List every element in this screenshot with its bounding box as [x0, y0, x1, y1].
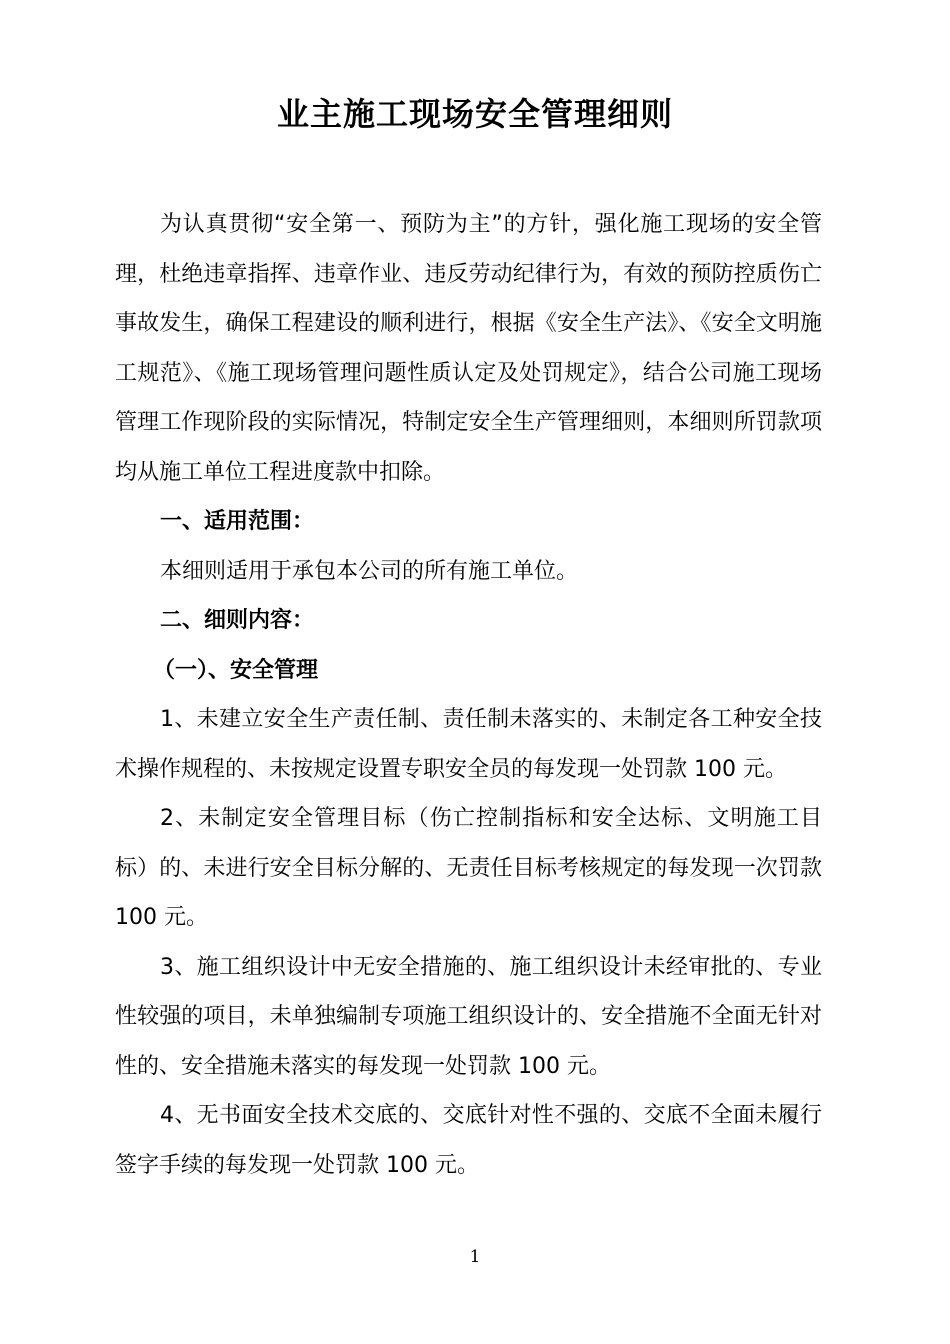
document-body [115, 200, 822, 1190]
section-heading-scope: 一、适用范围： [160, 509, 315, 534]
scope-paragraph: 本细则适用于承包本公司的所有施工单位。 [160, 558, 579, 584]
rule-item-1: 1、未建立安全生产责任制、责任制未落实的、未制定各工种安全技术操作规程的、未按规定设置专职安全员的每发现一处罚款 100 元。 [115, 707, 822, 782]
subsection-heading-safety-management: （一）、安全管理 [153, 657, 319, 683]
rule-item-3: 3、施工组织设计中无安全措施的、施工组织设计未经审批的、专业性较强的项目，未单独编制专项施工组织设计的、安全措施不全面无针对性的、安全措施未落实的每发现一处罚款 100 元。 [115, 954, 822, 1079]
rule-item-2: 2、未制定安全管理目标（伤亡控制指标和安全达标、文明施工目标）的、未进行安全目标分解的、无责任目标考核规定的每发现一次罚款 100 元。 [115, 806, 822, 930]
document-title: 业主施工现场安全管理细则 [276, 95, 673, 133]
intro-paragraph: 为认真贯彻“安全第一、预防为主”的方针，强化施工现场的安全管理，杜绝违章指挥、违章作业、违反劳动纪律行为，有效的预防控质伤亡事故发生，确保工程建设的顺利进行，根据《安全生产法》、《安全文明施工规范》、《施工现场管理问题性质认定及处罚规定》，结合公司施工现场管理工作现阶段的实际情况，特制定安全生产管理细则，本细则所罚款项均从施工单位工程进度款中扣除。 [115, 212, 822, 485]
rule-item-4: 4、无书面安全技术交底的、交底针对性不强的、交底不全面未履行签字手续的每发现一处罚款 100 元。 [115, 1103, 822, 1178]
section-heading-contents: 二、细则内容： [160, 608, 315, 633]
page-number: 1 [469, 1247, 481, 1267]
